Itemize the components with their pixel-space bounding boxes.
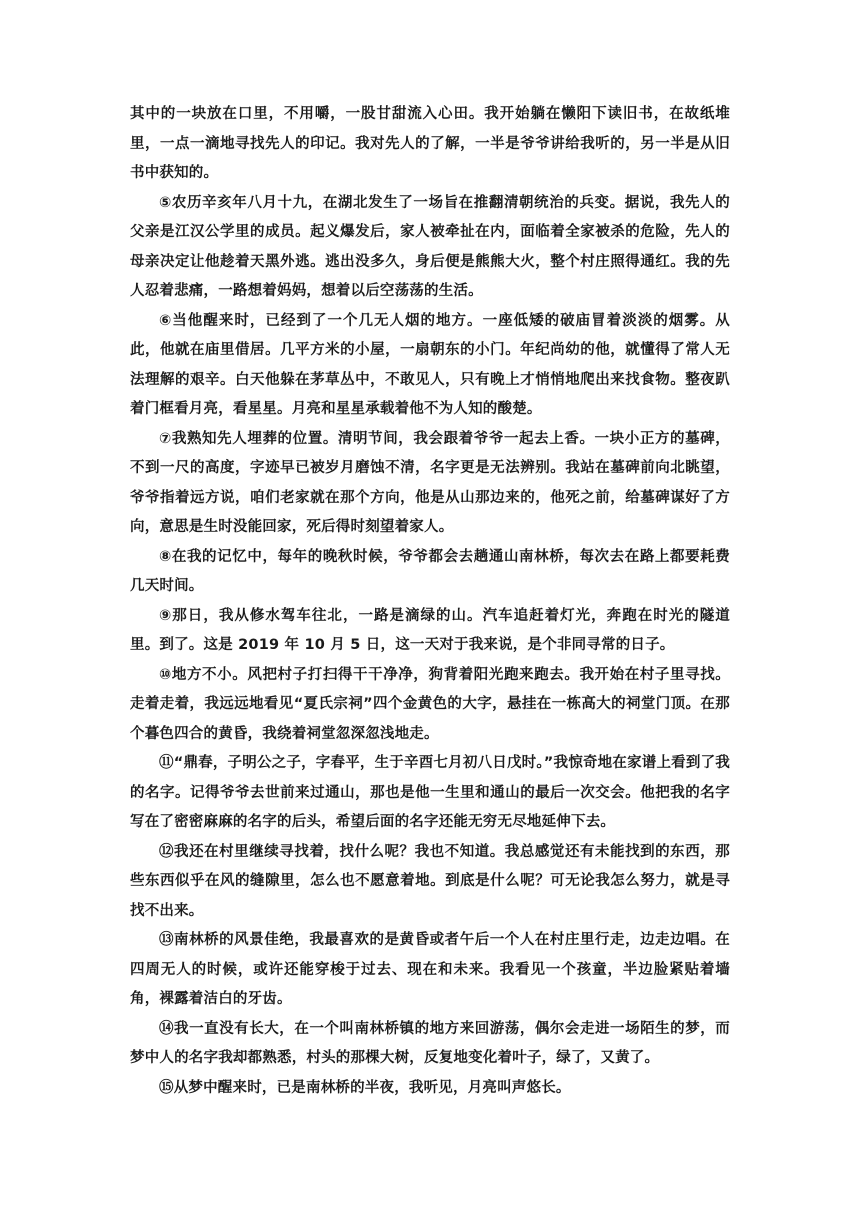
paragraph-15: ⑮从梦中醒来时，已是南林桥的半夜，我听见，月亮叫声悠长。: [159, 1079, 571, 1096]
paragraph-10: ⑩地方不小。风把村子打扫得干干净净，狗背着阳光跑来跑去。我开始在村子里寻找。走着走着，我远远地看见“夏氏宗祠”四个金黄色的大字，悬挂在一栋高大的祠堂门顶。在那个暮色四合的黄昏，我绕着祠堂忽深忽浅地走。: [130, 666, 730, 742]
paragraph-5: ⑤农历辛亥年八月十九，在湖北发生了一场旨在推翻清朝统治的兵变。据说，我先人的父亲是江汉公学里的成员。起义爆发后，家人被牵扯在内，面临着全家被杀的危险，先人的母亲决定让他趁着天黑外逃。逃出没多久，身后便是熊熊大火，整个村庄照得通红。我的先人忍着悲痛，一路想着妈妈，想着以后空荡荡的生活。: [130, 194, 730, 299]
paragraph-6: ⑥当他醒来时，已经到了一个几无人烟的地方。一座低矮的破庙冒着淡淡的烟雾。从此，他就在庙里借居。几平方米的小屋，一扇朝东的小门。年纪尚幼的他，就懂得了常人无法理解的艰辛。白天他躲在茅草丛中，不敢见人，只有晚上才悄悄地爬出来找食物。整夜趴着门框看月亮，看星星。月亮和星星承载着他不为人知的酸楚。: [130, 312, 730, 417]
document-page: [130, 100, 730, 1103]
paragraph-7: ⑦我熟知先人埋葬的位置。清明节间，我会跟着爷爷一起去上香。一块小正方的墓碑，不到一尺的高度，字迹早已被岁月磨蚀不清，名字更是无法辨别。我站在墓碑前向北眺望，爷爷指着远方说，咱们老家就在那个方向，他是从山那边来的，他死之前，给墓碑谋好了方向，意思是生时没能回家，死后得时刻望着家人。: [130, 430, 730, 535]
paragraph-continued: 其中的一块放在口里，不用嚼，一股甘甜流入心田。我开始躺在懒阳下读旧书，在故纸堆里，一点一滴地寻找先人的印记。我对先人的了解，一半是爷爷讲给我听的，另一半是从旧书中获知的。: [130, 106, 730, 181]
paragraph-9: ⑨那日，我从修水驾车往北，一路是滴绿的山。汽车追赶着灯光，奔跑在时光的隧道里。到了。这是 2019 年 10 月 5 日，这一天对于我来说，是个非同寻常的日子。: [130, 607, 730, 653]
paragraph-8: ⑧在我的记忆中，每年的晚秋时候，爷爷都会去趟通山南林桥，每次去在路上都要耗费几天时间。: [130, 548, 730, 594]
paragraph-11: ⑪“鼎春，子明公之子，字春平，生于辛酉七月初八日戊时。”我惊奇地在家谱上看到了我的名字。记得爷爷去世前来过通山，那也是他一生里和通山的最后一次交会。他把我的名字写在了密密麻麻的名字的后头，希望后面的名字还能无穷无尽地延伸下去。: [130, 755, 730, 830]
paragraph-12: ⑫我还在村里继续寻找着，找什么呢？我也不知道。我总感觉还有未能找到的东西，那些东西似乎在风的缝隙里，怎么也不愿意着地。到底是什么呢？可无论我怎么努力，就是寻找不出来。: [130, 843, 730, 919]
paragraph-13: ⑬南林桥的风景佳绝，我最喜欢的是黄昏或者午后一个人在村庄里行走，边走边唱。在四周无人的时候，或许还能穿梭于过去、现在和未来。我看见一个孩童，半边脸紧贴着墙角，裸露着洁白的牙齿。: [130, 932, 730, 1007]
paragraph-14: ⑭我一直没有长大，在一个叫南林桥镇的地方来回游荡，偶尔会走进一场陌生的梦，而梦中人的名字我却都熟悉，村头的那棵大树，反复地变化着叶子，绿了，又黄了。: [130, 1020, 730, 1066]
